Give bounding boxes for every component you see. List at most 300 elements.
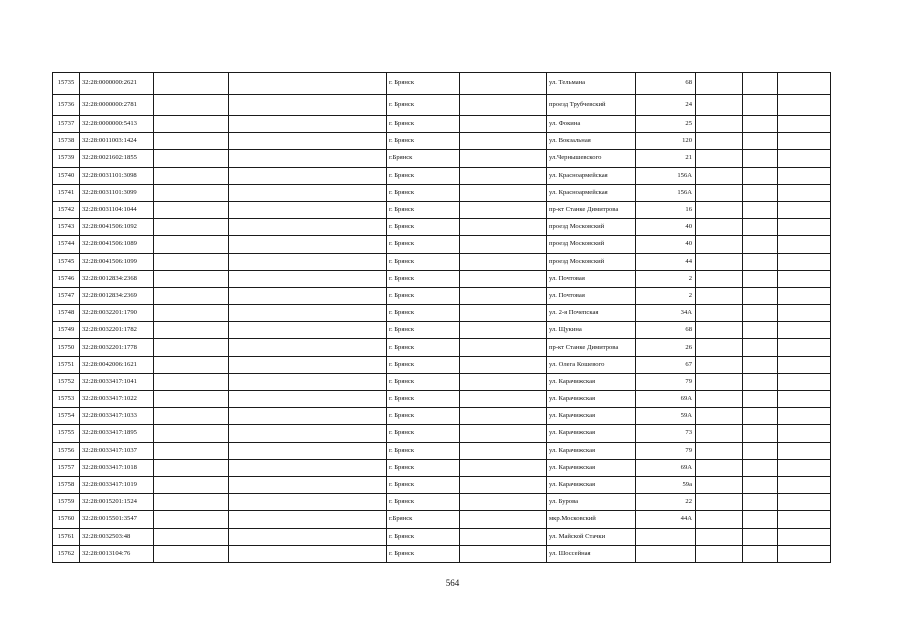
empty-cell xyxy=(154,201,229,218)
record-number: 15752 xyxy=(53,373,80,390)
empty-cell xyxy=(778,94,831,116)
record-number: 15747 xyxy=(53,287,80,304)
empty-cell xyxy=(743,511,778,528)
house-number: 73 xyxy=(636,425,696,442)
empty-cell xyxy=(743,73,778,95)
empty-cell xyxy=(229,116,387,133)
cadastral-number: 32:28:0033417:1022 xyxy=(80,391,154,408)
empty-cell xyxy=(229,94,387,116)
empty-cell xyxy=(743,167,778,184)
empty-cell xyxy=(460,442,547,459)
empty-cell xyxy=(696,219,743,236)
empty-cell xyxy=(460,150,547,167)
cadastral-number: 32:28:0033417:1033 xyxy=(80,408,154,425)
empty-cell xyxy=(154,442,229,459)
cadastral-number: 32:28:0042006:1621 xyxy=(80,356,154,373)
empty-cell xyxy=(696,116,743,133)
empty-cell xyxy=(778,305,831,322)
empty-cell xyxy=(154,73,229,95)
table-row xyxy=(53,545,831,562)
empty-cell xyxy=(696,356,743,373)
street-cell: ул. Карачижская xyxy=(547,476,636,493)
empty-cell xyxy=(696,476,743,493)
cadastral-number: 32:28:0032201:1782 xyxy=(80,322,154,339)
empty-cell xyxy=(778,219,831,236)
empty-cell xyxy=(743,270,778,287)
street-cell: ул. Карачижская xyxy=(547,391,636,408)
empty-cell xyxy=(778,545,831,562)
empty-cell xyxy=(778,476,831,493)
cadastral-number: 32:28:0011003:1424 xyxy=(80,133,154,150)
empty-cell xyxy=(154,253,229,270)
record-number: 15756 xyxy=(53,442,80,459)
empty-cell xyxy=(696,73,743,95)
street-cell: ул. Шоссейная xyxy=(547,545,636,562)
table-row xyxy=(53,94,831,116)
street-cell: ул.Чернышевского xyxy=(547,150,636,167)
empty-cell xyxy=(743,116,778,133)
empty-cell xyxy=(229,184,387,201)
house-number: 34А xyxy=(636,305,696,322)
city-cell: г. Брянск xyxy=(387,253,460,270)
empty-cell xyxy=(154,94,229,116)
cadastral-number: 32:28:0015201:1524 xyxy=(80,494,154,511)
empty-cell xyxy=(154,322,229,339)
street-cell: ул. Тельмана xyxy=(547,73,636,95)
house-number: 59а xyxy=(636,476,696,493)
house-number: 69А xyxy=(636,459,696,476)
house-number: 2 xyxy=(636,287,696,304)
empty-cell xyxy=(743,408,778,425)
empty-cell xyxy=(696,391,743,408)
record-number: 15742 xyxy=(53,201,80,218)
table-row xyxy=(53,339,831,356)
house-number: 69А xyxy=(636,391,696,408)
table-row xyxy=(53,511,831,528)
table-row xyxy=(53,167,831,184)
empty-cell xyxy=(229,150,387,167)
empty-cell xyxy=(460,94,547,116)
table-row xyxy=(53,356,831,373)
empty-cell xyxy=(460,287,547,304)
city-cell: г. Брянск xyxy=(387,476,460,493)
empty-cell xyxy=(229,459,387,476)
empty-cell xyxy=(229,373,387,390)
city-cell: г. Брянск xyxy=(387,494,460,511)
street-cell: ул. Вокзальная xyxy=(547,133,636,150)
cadastral-number: 32:28:0033417:1019 xyxy=(80,476,154,493)
empty-cell xyxy=(154,476,229,493)
table-row xyxy=(53,373,831,390)
empty-cell xyxy=(229,339,387,356)
empty-cell xyxy=(229,528,387,545)
empty-cell xyxy=(154,356,229,373)
record-number: 15760 xyxy=(53,511,80,528)
city-cell: г. Брянск xyxy=(387,356,460,373)
empty-cell xyxy=(743,305,778,322)
empty-cell xyxy=(460,253,547,270)
empty-cell xyxy=(743,236,778,253)
empty-cell xyxy=(743,133,778,150)
empty-cell xyxy=(696,184,743,201)
house-number: 16 xyxy=(636,201,696,218)
street-cell: проезд Московский xyxy=(547,219,636,236)
empty-cell xyxy=(778,73,831,95)
empty-cell xyxy=(460,373,547,390)
empty-cell xyxy=(229,545,387,562)
street-cell: ул. 2-я Почепская xyxy=(547,305,636,322)
empty-cell xyxy=(743,253,778,270)
empty-cell xyxy=(743,322,778,339)
empty-cell xyxy=(229,236,387,253)
empty-cell xyxy=(743,373,778,390)
house-number: 44 xyxy=(636,253,696,270)
empty-cell xyxy=(154,339,229,356)
empty-cell xyxy=(778,236,831,253)
cadastral-number: 32:28:0033417:1018 xyxy=(80,459,154,476)
empty-cell xyxy=(154,184,229,201)
empty-cell xyxy=(460,339,547,356)
empty-cell xyxy=(460,133,547,150)
city-cell: г. Брянск xyxy=(387,339,460,356)
table-row xyxy=(53,133,831,150)
city-cell: г. Брянск xyxy=(387,116,460,133)
empty-cell xyxy=(778,253,831,270)
city-cell: г. Брянск xyxy=(387,305,460,322)
empty-cell xyxy=(460,73,547,95)
empty-cell xyxy=(154,116,229,133)
empty-cell xyxy=(460,459,547,476)
registry-table xyxy=(52,72,831,563)
empty-cell xyxy=(460,528,547,545)
empty-cell xyxy=(154,167,229,184)
empty-cell xyxy=(778,287,831,304)
empty-cell xyxy=(460,236,547,253)
record-number: 15735 xyxy=(53,73,80,95)
empty-cell xyxy=(460,408,547,425)
table-row xyxy=(53,253,831,270)
city-cell: г. Брянск xyxy=(387,94,460,116)
empty-cell xyxy=(743,94,778,116)
cadastral-number: 32:28:0012834:2369 xyxy=(80,287,154,304)
city-cell: г. Брянск xyxy=(387,545,460,562)
empty-cell xyxy=(778,442,831,459)
empty-cell xyxy=(778,511,831,528)
city-cell: г. Брянск xyxy=(387,373,460,390)
street-cell: ул. Карачижская xyxy=(547,442,636,459)
cadastral-number: 32:28:0012834:2368 xyxy=(80,270,154,287)
empty-cell xyxy=(154,236,229,253)
street-cell: ул. Почтовая xyxy=(547,287,636,304)
table-row xyxy=(53,408,831,425)
empty-cell xyxy=(743,219,778,236)
empty-cell xyxy=(743,201,778,218)
street-cell: ул. Почтовая xyxy=(547,270,636,287)
empty-cell xyxy=(778,391,831,408)
empty-cell xyxy=(229,425,387,442)
empty-cell xyxy=(460,494,547,511)
record-number: 15741 xyxy=(53,184,80,201)
empty-cell xyxy=(154,459,229,476)
empty-cell xyxy=(696,287,743,304)
table-row xyxy=(53,528,831,545)
street-cell: ул. Красноармейская xyxy=(547,167,636,184)
empty-cell xyxy=(696,305,743,322)
city-cell: г. Брянск xyxy=(387,408,460,425)
empty-cell xyxy=(154,425,229,442)
empty-cell xyxy=(743,476,778,493)
record-number: 15762 xyxy=(53,545,80,562)
table-row xyxy=(53,116,831,133)
record-number: 15746 xyxy=(53,270,80,287)
city-cell: г. Брянск xyxy=(387,425,460,442)
record-number: 15759 xyxy=(53,494,80,511)
empty-cell xyxy=(229,442,387,459)
empty-cell xyxy=(229,511,387,528)
empty-cell xyxy=(696,408,743,425)
city-cell: г. Брянск xyxy=(387,391,460,408)
empty-cell xyxy=(154,545,229,562)
cadastral-number: 32:28:0032503:48 xyxy=(80,528,154,545)
house-number: 21 xyxy=(636,150,696,167)
cadastral-number: 32:28:0031101:3098 xyxy=(80,167,154,184)
record-number: 15761 xyxy=(53,528,80,545)
street-cell: ул. Красноармейская xyxy=(547,184,636,201)
record-number: 15755 xyxy=(53,425,80,442)
table-row xyxy=(53,219,831,236)
empty-cell xyxy=(743,287,778,304)
table-row xyxy=(53,476,831,493)
empty-cell xyxy=(778,425,831,442)
empty-cell xyxy=(229,476,387,493)
empty-cell xyxy=(154,270,229,287)
house-number: 59А xyxy=(636,408,696,425)
record-number: 15740 xyxy=(53,167,80,184)
empty-cell xyxy=(743,442,778,459)
empty-cell xyxy=(460,116,547,133)
house-number: 68 xyxy=(636,322,696,339)
empty-cell xyxy=(696,167,743,184)
empty-cell xyxy=(743,545,778,562)
house-number: 156А xyxy=(636,167,696,184)
city-cell: г. Брянск xyxy=(387,528,460,545)
house-number: 156А xyxy=(636,184,696,201)
empty-cell xyxy=(743,150,778,167)
cadastral-number: 32:28:0000000:5413 xyxy=(80,116,154,133)
empty-cell xyxy=(696,425,743,442)
empty-cell xyxy=(229,73,387,95)
record-number: 15744 xyxy=(53,236,80,253)
table-row xyxy=(53,305,831,322)
empty-cell xyxy=(154,305,229,322)
empty-cell xyxy=(696,150,743,167)
house-number xyxy=(636,528,696,545)
empty-cell xyxy=(778,270,831,287)
empty-cell xyxy=(696,236,743,253)
empty-cell xyxy=(229,391,387,408)
record-number: 15753 xyxy=(53,391,80,408)
empty-cell xyxy=(154,494,229,511)
empty-cell xyxy=(696,339,743,356)
street-cell: проезд Московский xyxy=(547,253,636,270)
record-number: 15749 xyxy=(53,322,80,339)
house-number: 24 xyxy=(636,94,696,116)
street-cell: ул. Щукина xyxy=(547,322,636,339)
empty-cell xyxy=(696,373,743,390)
table-row xyxy=(53,201,831,218)
street-cell: ул. Карачижская xyxy=(547,425,636,442)
empty-cell xyxy=(743,339,778,356)
empty-cell xyxy=(743,184,778,201)
street-cell: пр-кт Станке Димитрова xyxy=(547,201,636,218)
cadastral-number: 32:28:0031101:3099 xyxy=(80,184,154,201)
empty-cell xyxy=(778,528,831,545)
street-cell: пр-кт Станке Димитрова xyxy=(547,339,636,356)
street-cell: ул. Бурова xyxy=(547,494,636,511)
empty-cell xyxy=(154,133,229,150)
empty-cell xyxy=(460,322,547,339)
empty-cell xyxy=(154,511,229,528)
empty-cell xyxy=(696,270,743,287)
city-cell: г.Брянск xyxy=(387,150,460,167)
empty-cell xyxy=(460,356,547,373)
empty-cell xyxy=(743,494,778,511)
empty-cell xyxy=(778,201,831,218)
empty-cell xyxy=(696,511,743,528)
table-row xyxy=(53,442,831,459)
record-number: 15739 xyxy=(53,150,80,167)
empty-cell xyxy=(460,270,547,287)
empty-cell xyxy=(696,442,743,459)
street-cell: ул. Карачижская xyxy=(547,459,636,476)
empty-cell xyxy=(778,356,831,373)
empty-cell xyxy=(229,408,387,425)
house-number: 120 xyxy=(636,133,696,150)
empty-cell xyxy=(743,391,778,408)
city-cell: г. Брянск xyxy=(387,270,460,287)
city-cell: г. Брянск xyxy=(387,459,460,476)
table-row xyxy=(53,322,831,339)
house-number: 79 xyxy=(636,442,696,459)
empty-cell xyxy=(460,391,547,408)
empty-cell xyxy=(229,305,387,322)
cadastral-number: 32:28:0041506:1089 xyxy=(80,236,154,253)
empty-cell xyxy=(154,408,229,425)
cadastral-number: 32:28:0013104:76 xyxy=(80,545,154,562)
table-row xyxy=(53,425,831,442)
street-cell: ул. Фокина xyxy=(547,116,636,133)
empty-cell xyxy=(696,322,743,339)
cadastral-number: 32:28:0033417:1037 xyxy=(80,442,154,459)
city-cell: г. Брянск xyxy=(387,219,460,236)
empty-cell xyxy=(696,528,743,545)
empty-cell xyxy=(778,150,831,167)
house-number: 25 xyxy=(636,116,696,133)
empty-cell xyxy=(696,494,743,511)
house-number: 79 xyxy=(636,373,696,390)
house-number: 40 xyxy=(636,219,696,236)
house-number: 2 xyxy=(636,270,696,287)
empty-cell xyxy=(229,133,387,150)
city-cell: г. Брянск xyxy=(387,133,460,150)
street-cell: ул. Карачижская xyxy=(547,408,636,425)
street-cell: проезд Московский xyxy=(547,236,636,253)
empty-cell xyxy=(154,391,229,408)
empty-cell xyxy=(696,133,743,150)
table-row xyxy=(53,287,831,304)
empty-cell xyxy=(460,511,547,528)
street-cell: проезд Трубчевский xyxy=(547,94,636,116)
empty-cell xyxy=(778,339,831,356)
street-cell: ул. Майской Стачки xyxy=(547,528,636,545)
empty-cell xyxy=(743,528,778,545)
empty-cell xyxy=(460,545,547,562)
empty-cell xyxy=(743,356,778,373)
empty-cell xyxy=(743,425,778,442)
empty-cell xyxy=(778,184,831,201)
city-cell: г. Брянск xyxy=(387,73,460,95)
cadastral-number: 32:28:0033417:1041 xyxy=(80,373,154,390)
city-cell: г. Брянск xyxy=(387,442,460,459)
table-row xyxy=(53,270,831,287)
record-number: 15758 xyxy=(53,476,80,493)
empty-cell xyxy=(460,425,547,442)
house-number: 26 xyxy=(636,339,696,356)
cadastral-number: 32:28:0033417:1895 xyxy=(80,425,154,442)
empty-cell xyxy=(154,287,229,304)
empty-cell xyxy=(696,253,743,270)
table-row xyxy=(53,150,831,167)
record-number: 15748 xyxy=(53,305,80,322)
house-number: 67 xyxy=(636,356,696,373)
empty-cell xyxy=(778,373,831,390)
page-number: 564 xyxy=(445,578,460,588)
house-number: 40 xyxy=(636,236,696,253)
table-row xyxy=(53,184,831,201)
empty-cell xyxy=(460,305,547,322)
empty-cell xyxy=(229,167,387,184)
empty-cell xyxy=(778,133,831,150)
city-cell: г. Брянск xyxy=(387,167,460,184)
table-row xyxy=(53,494,831,511)
record-number: 15738 xyxy=(53,133,80,150)
registry-body xyxy=(53,73,831,563)
empty-cell xyxy=(460,167,547,184)
record-number: 15750 xyxy=(53,339,80,356)
table-row xyxy=(53,73,831,95)
empty-cell xyxy=(778,167,831,184)
cadastral-number: 32:28:0032201:1790 xyxy=(80,305,154,322)
street-cell: мкр.Московский xyxy=(547,511,636,528)
record-number: 15737 xyxy=(53,116,80,133)
cadastral-number: 32:28:0000000:2621 xyxy=(80,73,154,95)
house-number: 44А xyxy=(636,511,696,528)
empty-cell xyxy=(696,201,743,218)
table-row xyxy=(53,236,831,253)
empty-cell xyxy=(696,94,743,116)
empty-cell xyxy=(460,184,547,201)
empty-cell xyxy=(778,494,831,511)
empty-cell xyxy=(778,322,831,339)
empty-cell xyxy=(696,545,743,562)
empty-cell xyxy=(778,459,831,476)
empty-cell xyxy=(229,356,387,373)
empty-cell xyxy=(154,219,229,236)
empty-cell xyxy=(229,219,387,236)
city-cell: г. Брянск xyxy=(387,322,460,339)
record-number: 15743 xyxy=(53,219,80,236)
empty-cell xyxy=(229,322,387,339)
